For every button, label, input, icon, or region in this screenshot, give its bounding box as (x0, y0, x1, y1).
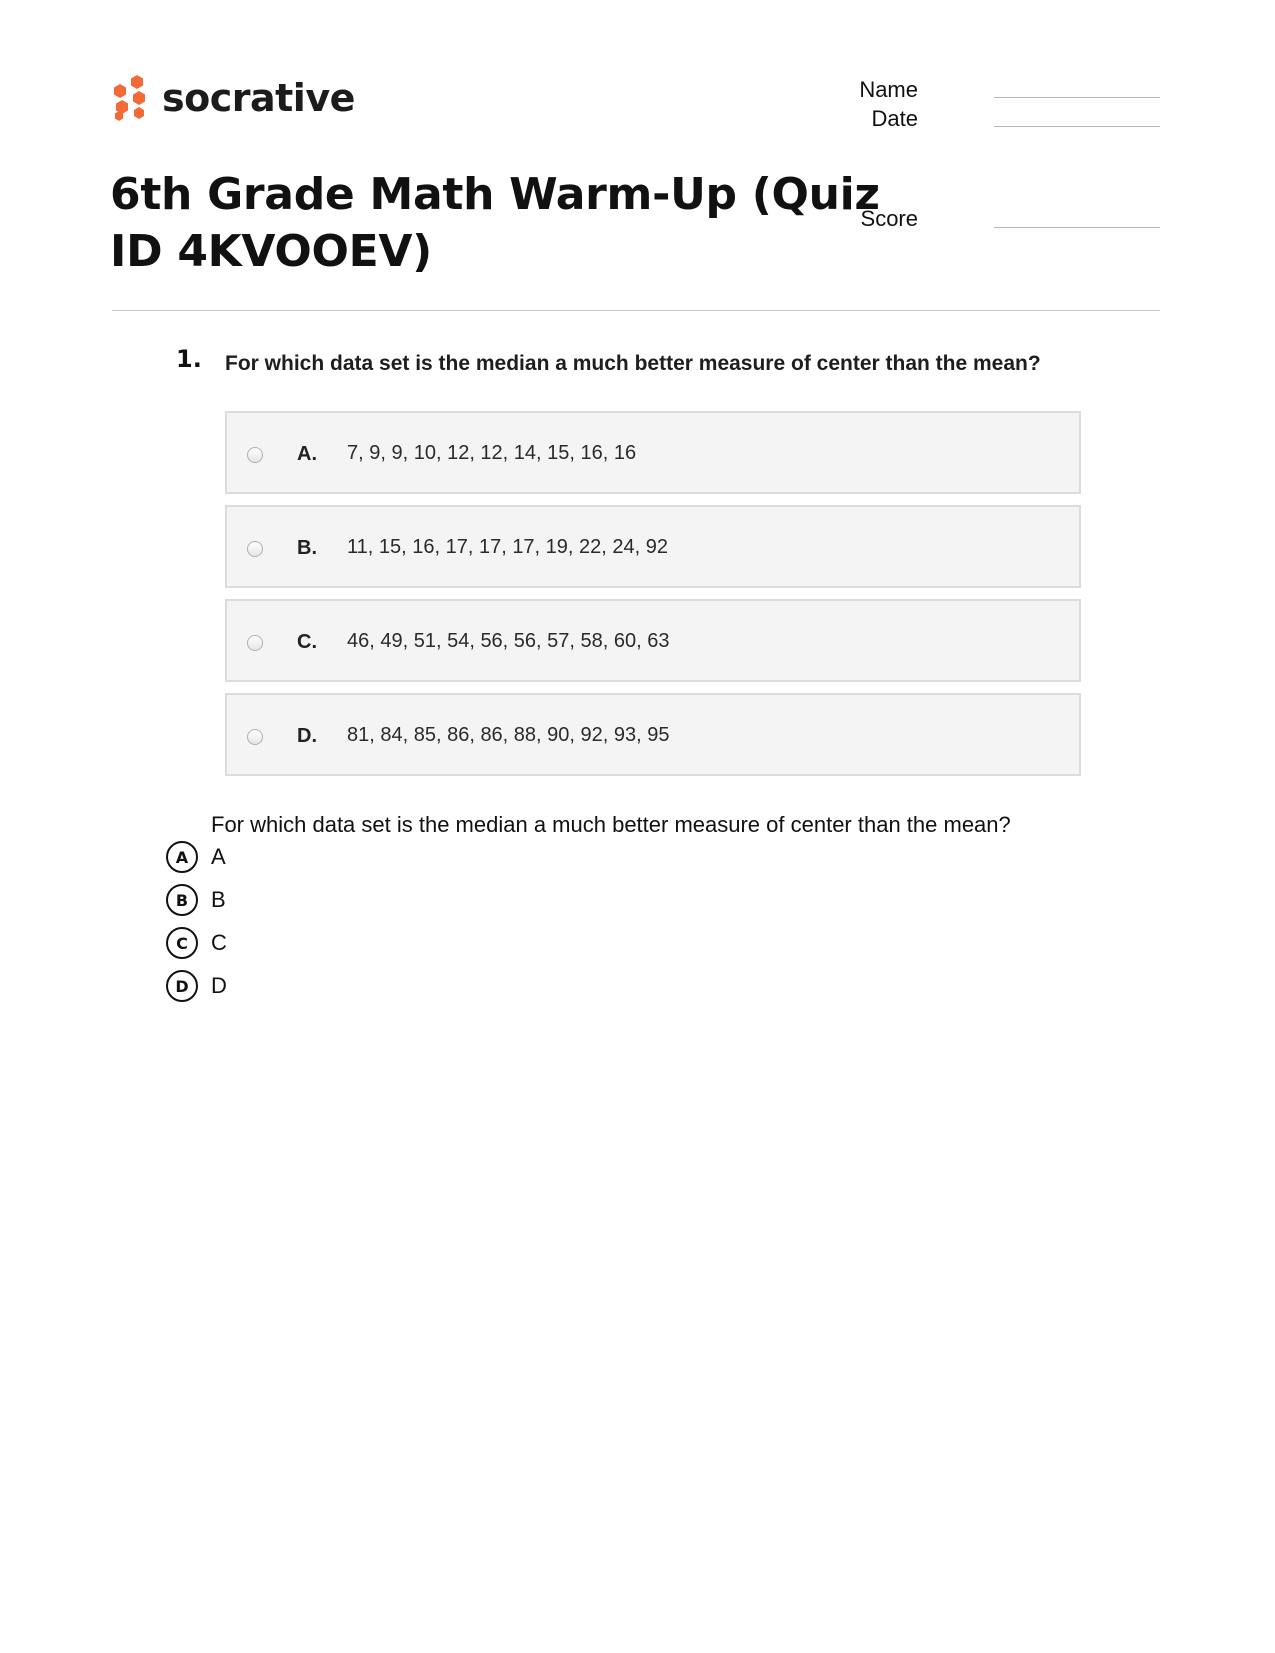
date-label: Date (871, 106, 918, 131)
option-letter: D. (297, 725, 317, 747)
choice-label: D (211, 973, 227, 998)
name-label: Name (859, 77, 918, 102)
answer-bubble-d[interactable]: D (166, 970, 198, 1002)
date-line[interactable] (994, 126, 1160, 127)
choice-label: C (211, 930, 227, 955)
image-option-c (225, 599, 1081, 682)
option-letter: A. (297, 443, 317, 465)
score-line[interactable] (994, 227, 1160, 228)
header-divider (112, 310, 1160, 311)
name-line[interactable] (994, 97, 1160, 98)
answer-bubble-c[interactable]: C (166, 927, 198, 959)
choice-a[interactable] (166, 841, 226, 873)
score-label: Score (860, 206, 918, 231)
answer-bubble-b[interactable]: B (166, 884, 198, 916)
question-text: For which data set is the median a much better measure of center than the mean? (211, 812, 1011, 837)
radio-icon (247, 447, 263, 463)
question-number: 1. (176, 345, 202, 373)
answer-bubble-a[interactable]: A (166, 841, 198, 873)
choice-label: B (211, 887, 226, 912)
choice-d[interactable] (166, 970, 227, 1002)
radio-icon (247, 541, 263, 557)
page-title: 6th Grade Math Warm-Up (Quiz ID 4KVOOEV) (110, 169, 880, 277)
option-letter: B. (297, 537, 317, 559)
option-values: 46, 49, 51, 54, 56, 56, 57, 58, 60, 63 (347, 630, 670, 652)
radio-icon (247, 635, 263, 651)
choice-c[interactable] (166, 927, 227, 959)
choice-b[interactable] (166, 884, 226, 916)
hexagon-cluster-icon (110, 73, 148, 123)
image-option-d (225, 693, 1081, 776)
image-option-b (225, 505, 1081, 588)
option-values: 7, 9, 9, 10, 12, 12, 14, 15, 16, 16 (347, 442, 637, 464)
option-values: 11, 15, 16, 17, 17, 17, 19, 22, 24, 92 (347, 536, 668, 558)
brand-name: socrative (162, 76, 355, 120)
socrative-logo (110, 72, 355, 124)
question-image-prompt: For which data set is the median a much better measure of center than the mean? (225, 352, 1041, 375)
radio-icon (247, 729, 263, 745)
option-letter: C. (297, 631, 317, 653)
choice-label: A (211, 844, 226, 869)
option-values: 81, 84, 85, 86, 86, 88, 90, 92, 93, 95 (347, 724, 670, 746)
image-option-a (225, 411, 1081, 494)
